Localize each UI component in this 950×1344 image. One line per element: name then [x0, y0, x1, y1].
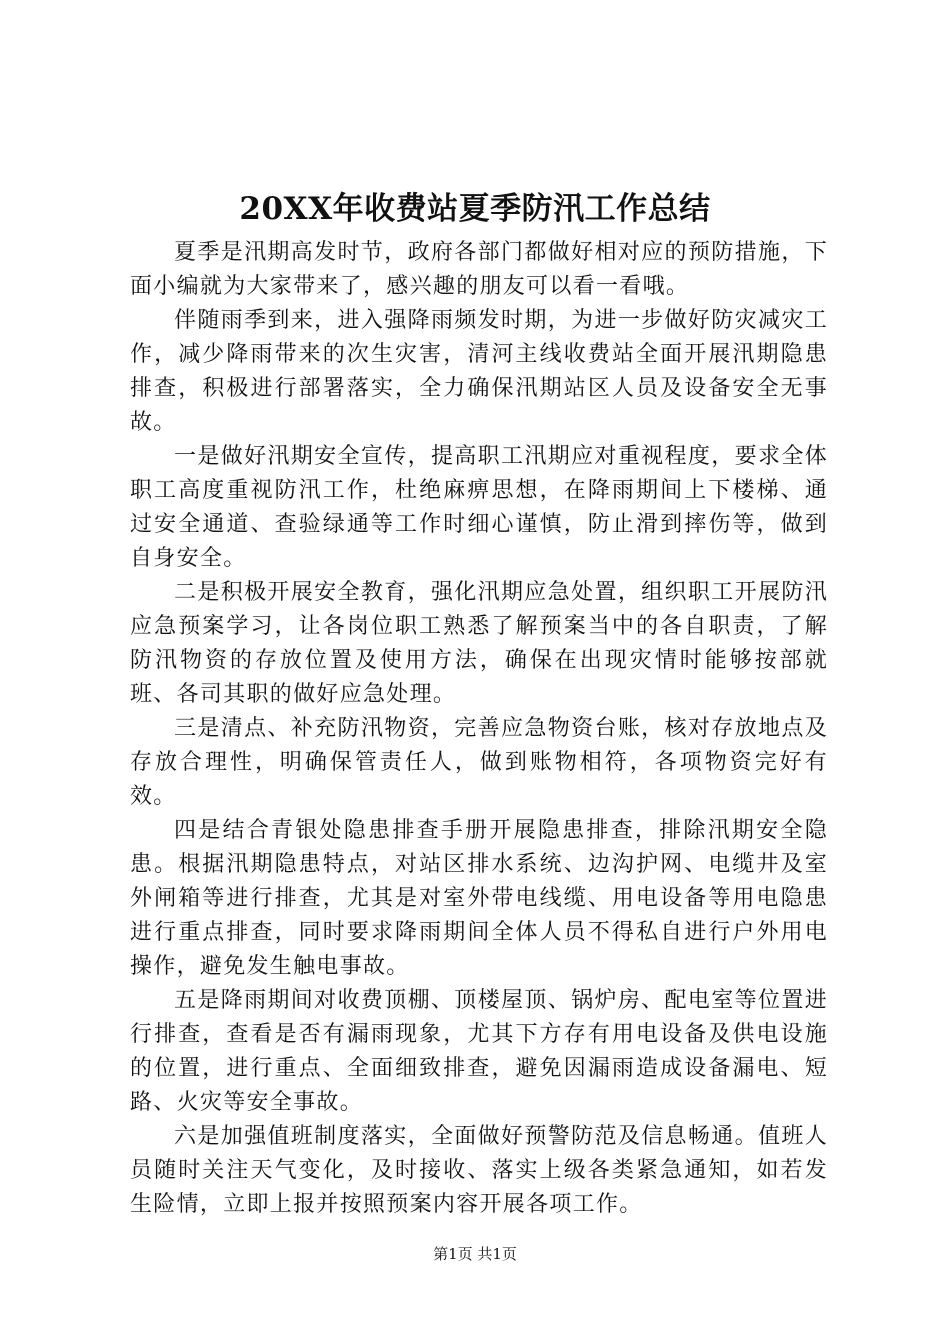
paragraph-item-2: 二是积极开展安全教育，强化汛期应急处置，组织职工开展防汛应急预案学习，让各岗位职工熟悉了解预案当中的各自职责，了解防汛物资的存放位置及使用方法，确保在出现灾情时能够按部就班、各司其职的做好应急处理。 [130, 580, 828, 707]
paragraph-intro: 夏季是汛期高发时节，政府各部门都做好相对应的预防措施，下面小编就为大家带来了，感兴趣的朋友可以看一看哦。 [130, 240, 828, 299]
page-footer: 第1页 共1页 [433, 1245, 517, 1263]
paragraph-item-3: 三是清点、补充防汛物资，完善应急物资台账，核对存放地点及存放合理性，明确保管责任人，做到账物相符，各项物资完好有效。 [130, 716, 828, 809]
paragraph-item-1: 一是做好汛期安全宣传，提高职工汛期应对重视程度，要求全体职工高度重视防汛工作，杜绝麻痹思想，在降雨期间上下楼梯、通过安全通道、查验绿通等工作时细心谨慎，防止滑到摔伤等，做到自身安全。 [130, 444, 828, 571]
paragraph-item-4: 四是结合青银处隐患排查手册开展隐患排查，排除汛期安全隐患。根据汛期隐患特点，对站区排水系统、边沟护网、电缆井及室外闸箱等进行排查，尤其是对室外带电线缆、用电设备等用电隐患进行重点排查，同时要求降雨期间全体人员不得私自进行户外用电操作，避免发生触电事故。 [130, 818, 828, 979]
document-title: 20XX年收费站夏季防汛工作总结 [239, 191, 711, 227]
document-body [130, 236, 828, 1222]
paragraph-item-6: 六是加强值班制度落实，全面做好预警防范及信息畅通。值班人员随时关注天气变化，及时接收、落实上级各类紧急通知，如若发生险情，立即上报并按照预案内容开展各项工作。 [130, 1124, 828, 1217]
paragraph-background: 伴随雨季到来，进入强降雨频发时期，为进一步做好防灾减灾工作，减少降雨带来的次生灾害，清河主线收费站全面开展汛期隐患排查，积极进行部署落实，全力确保汛期站区人员及设备安全无事故。 [130, 308, 828, 435]
paragraph-item-5: 五是降雨期间对收费顶棚、顶楼屋顶、锅炉房、配电室等位置进行排查，查看是否有漏雨现象，尤其下方存有用电设备及供电设施的位置，进行重点、全面细致排查，避免因漏雨造成设备漏电、短路、火灾等安全事故。 [130, 988, 828, 1115]
